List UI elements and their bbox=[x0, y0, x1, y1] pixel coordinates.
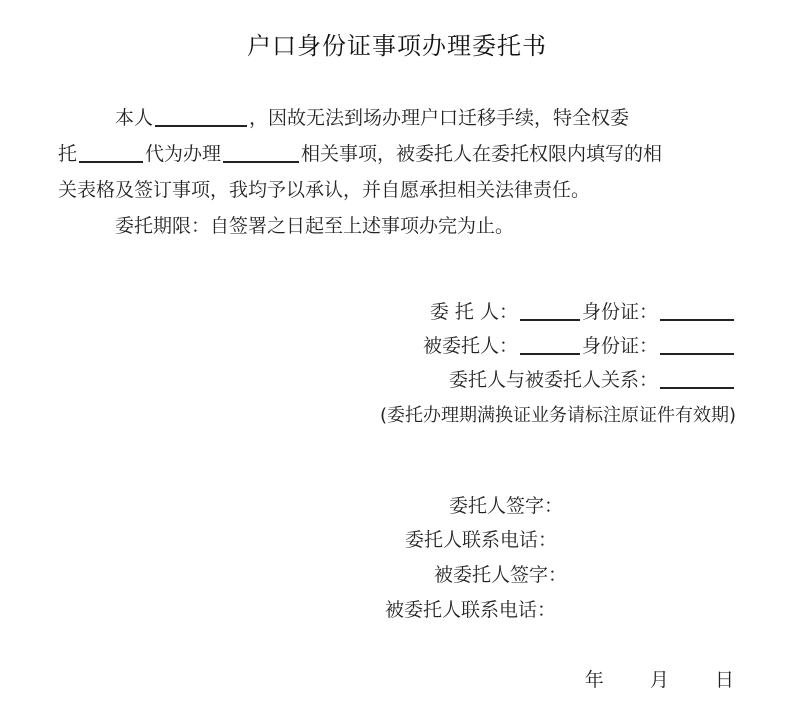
day-label: 日 bbox=[714, 669, 734, 691]
text-principal-intro: 本人 bbox=[115, 107, 154, 129]
text-related: 相关事项，被委托人在委托权限内填写的相 bbox=[301, 143, 663, 165]
agent-row bbox=[423, 331, 736, 361]
agent-name-blank[interactable] bbox=[79, 139, 143, 163]
body-line-3 bbox=[58, 172, 748, 208]
text-period: 委托期限：自签署之日起至上述事项办完为止。 bbox=[115, 215, 515, 237]
id-label-2: 身份证： bbox=[581, 335, 658, 357]
principal-phone-label: 委托人联系电话： bbox=[405, 529, 558, 551]
agent-blank[interactable] bbox=[520, 331, 580, 355]
text-reason: ，因故无法到场办理户口迁移手续，特全权委 bbox=[249, 107, 630, 129]
principal-label: 委 托 人： bbox=[429, 301, 518, 323]
principal-signature-label: 委托人签字： bbox=[449, 495, 564, 517]
agent-signature-label: 被委托人签字： bbox=[434, 564, 568, 586]
text-handle: 代为办理 bbox=[145, 143, 222, 165]
principal-row bbox=[430, 297, 736, 327]
relation-row bbox=[449, 365, 736, 395]
renewal-note: (委托办理期满换证业务请标注原证件有效期) bbox=[379, 405, 736, 426]
principal-blank[interactable] bbox=[520, 297, 580, 321]
body-line-2 bbox=[58, 136, 748, 172]
agent-phone-label: 被委托人联系电话： bbox=[385, 599, 557, 621]
document-title: 户口身份证事项办理委托书 bbox=[247, 32, 547, 60]
relation-label: 委托人与被委托人关系： bbox=[448, 369, 658, 391]
id-label-1: 身份证： bbox=[581, 301, 658, 323]
matter-blank[interactable] bbox=[223, 139, 299, 163]
text-entrust: 托 bbox=[58, 143, 78, 165]
month-label: 月 bbox=[649, 669, 669, 691]
body-paragraph bbox=[58, 100, 748, 244]
year-label: 年 bbox=[584, 669, 604, 691]
principal-id-blank[interactable] bbox=[660, 297, 734, 321]
agent-id-blank[interactable] bbox=[660, 331, 734, 355]
relation-blank[interactable] bbox=[660, 365, 734, 389]
date-line bbox=[585, 665, 734, 692]
principal-name-blank[interactable] bbox=[155, 103, 247, 127]
text-acknowledge: 关表格及签订事项，我均予以承认，并自愿承担相关法律责任。 bbox=[58, 179, 591, 201]
body-line-4 bbox=[58, 208, 748, 244]
agent-label: 被委托人： bbox=[422, 335, 518, 357]
body-line-1 bbox=[58, 100, 748, 136]
